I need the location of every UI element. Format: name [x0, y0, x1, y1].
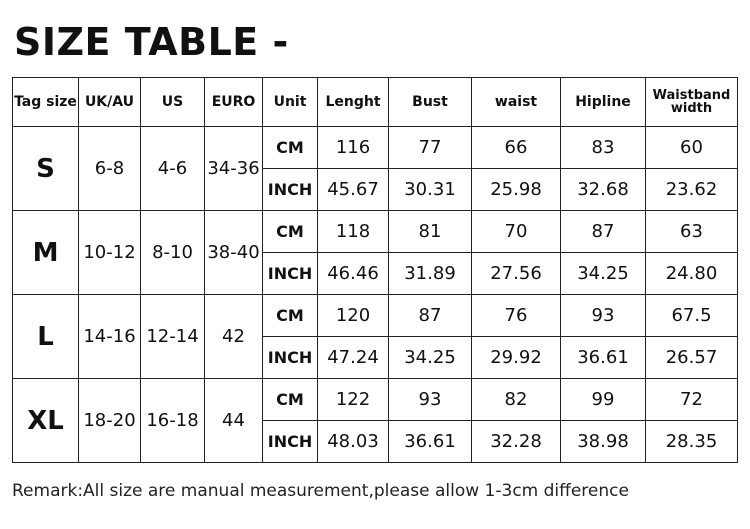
- unit-cell: INCH: [263, 337, 318, 379]
- size-table: [12, 77, 738, 463]
- table-row: [13, 211, 738, 253]
- header-length: Lenght: [318, 78, 389, 127]
- waist-cell: 29.92: [472, 337, 561, 379]
- hipline-cell: 83: [561, 127, 646, 169]
- tag-size-cell: L: [13, 295, 79, 379]
- length-cell: 122: [318, 379, 389, 421]
- header-unit: Unit: [263, 78, 318, 127]
- waistband-cell: 60: [646, 127, 738, 169]
- waist-cell: 76: [472, 295, 561, 337]
- waistband-cell: 26.57: [646, 337, 738, 379]
- header-waistband-width: Waistband width: [646, 78, 738, 127]
- hipline-cell: 32.68: [561, 169, 646, 211]
- table-row: [13, 127, 738, 169]
- hipline-cell: 87: [561, 211, 646, 253]
- waist-cell: 27.56: [472, 253, 561, 295]
- hipline-cell: 36.61: [561, 337, 646, 379]
- waist-cell: 66: [472, 127, 561, 169]
- length-cell: 47.24: [318, 337, 389, 379]
- table-row: [13, 295, 738, 337]
- waistband-cell: 24.80: [646, 253, 738, 295]
- unit-cell: CM: [263, 295, 318, 337]
- bust-cell: 81: [389, 211, 472, 253]
- bust-cell: 77: [389, 127, 472, 169]
- euro-cell: 34-36: [205, 127, 263, 211]
- unit-cell: INCH: [263, 253, 318, 295]
- bust-cell: 30.31: [389, 169, 472, 211]
- waistband-cell: 72: [646, 379, 738, 421]
- uk-au-cell: 14-16: [79, 295, 141, 379]
- length-cell: 116: [318, 127, 389, 169]
- waist-cell: 25.98: [472, 169, 561, 211]
- tag-size-cell: M: [13, 211, 79, 295]
- hipline-cell: 38.98: [561, 421, 646, 463]
- waist-cell: 32.28: [472, 421, 561, 463]
- unit-cell: CM: [263, 211, 318, 253]
- page-title: SIZE TABLE -: [14, 20, 289, 64]
- bust-cell: 36.61: [389, 421, 472, 463]
- remark-text: Remark:All size are manual measurement,please allow 1-3cm difference: [12, 481, 629, 501]
- uk-au-cell: 10-12: [79, 211, 141, 295]
- unit-cell: CM: [263, 379, 318, 421]
- length-cell: 48.03: [318, 421, 389, 463]
- header-row: [13, 78, 738, 127]
- header-hipline: Hipline: [561, 78, 646, 127]
- euro-cell: 42: [205, 295, 263, 379]
- hipline-cell: 93: [561, 295, 646, 337]
- waistband-cell: 23.62: [646, 169, 738, 211]
- waist-cell: 82: [472, 379, 561, 421]
- waistband-cell: 67.5: [646, 295, 738, 337]
- uk-au-cell: 6-8: [79, 127, 141, 211]
- header-bust: Bust: [389, 78, 472, 127]
- length-cell: 46.46: [318, 253, 389, 295]
- waistband-cell: 63: [646, 211, 738, 253]
- table-row: [13, 379, 738, 421]
- tag-size-cell: S: [13, 127, 79, 211]
- unit-cell: INCH: [263, 421, 318, 463]
- waist-cell: 70: [472, 211, 561, 253]
- header-waist: waist: [472, 78, 561, 127]
- euro-cell: 38-40: [205, 211, 263, 295]
- length-cell: 45.67: [318, 169, 389, 211]
- header-uk-au: UK/AU: [79, 78, 141, 127]
- bust-cell: 34.25: [389, 337, 472, 379]
- length-cell: 120: [318, 295, 389, 337]
- us-cell: 4-6: [141, 127, 205, 211]
- length-cell: 118: [318, 211, 389, 253]
- unit-cell: INCH: [263, 169, 318, 211]
- header-us: US: [141, 78, 205, 127]
- us-cell: 12-14: [141, 295, 205, 379]
- header-euro: EURO: [205, 78, 263, 127]
- hipline-cell: 99: [561, 379, 646, 421]
- bust-cell: 31.89: [389, 253, 472, 295]
- us-cell: 8-10: [141, 211, 205, 295]
- unit-cell: CM: [263, 127, 318, 169]
- uk-au-cell: 18-20: [79, 379, 141, 463]
- header-tag-size: Tag size: [13, 78, 79, 127]
- hipline-cell: 34.25: [561, 253, 646, 295]
- bust-cell: 87: [389, 295, 472, 337]
- tag-size-cell: XL: [13, 379, 79, 463]
- bust-cell: 93: [389, 379, 472, 421]
- us-cell: 16-18: [141, 379, 205, 463]
- waistband-cell: 28.35: [646, 421, 738, 463]
- euro-cell: 44: [205, 379, 263, 463]
